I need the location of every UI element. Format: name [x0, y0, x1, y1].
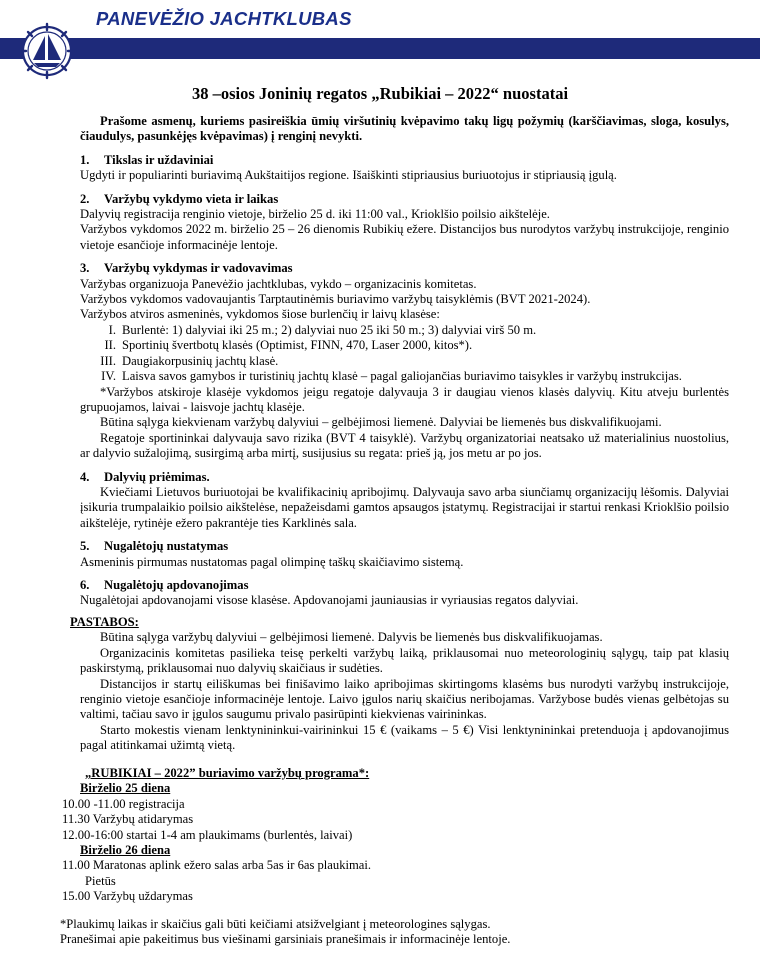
section-heading: Varžybų vykdymas ir vadovavimas [104, 261, 293, 276]
paragraph: Varžybas organizuoja Panevėžio jachtklubas, vykdo – organizacinis komitetas. [80, 276, 477, 291]
section-heading: Nugalėtojų nustatymas [104, 539, 229, 554]
program-title: „RUBIKIAI – 2022” buriavimo varžybų programa*: [85, 766, 370, 780]
section-5 [80, 539, 729, 570]
section-heading: Nugalėtojų apdovanojimas [104, 577, 249, 592]
class-text: Burlentė: 1) dalyviai iki 25 m.; 2) dalyviai nuo 25 iki 50 m.; 3) dalyviai virš 50 m. [122, 322, 537, 337]
section-heading: Tikslas ir uždaviniai [104, 152, 214, 167]
section-2 [80, 192, 729, 254]
day-label: Birželio 25 diena [80, 781, 171, 796]
footnote: *Plaukimų laikas ir skaičius gali būti keičiami atsižvelgiant į meteorologines sąlygas. [60, 917, 491, 931]
document-body [80, 114, 729, 609]
schedule-item: Pietūs [85, 873, 116, 888]
paragraph: Dalyvių registracija renginio vietoje, birželio 25 d. iki 11:00 val., Krioklšio poilsio aikštelėje. [80, 207, 550, 222]
section-heading: Dalyvių priėmimas. [104, 469, 210, 484]
paragraph: Starto mokestis vienam lenktynininkui-vairininkui 15 € (vaikams – 5 €) Visi lenktynininkai pretenduoja į apdovanojimus pagal atitinkamai užimtą vietą. [80, 722, 729, 753]
section-number: 5. [80, 539, 90, 554]
paragraph: Nugalėtojai apdovanojami visose klasėse. Apdovanojami jauniausias ir vyriausias regatos dalyviai. [80, 593, 579, 608]
paragraph: Kviečiami Lietuvos buriuotojai be kvalifikacinių apribojimų. Dalyvauja savo arba siunčiamų organizacijų lėšomis. Dalyviai įsikuria trumpalaikio poilsio aikštelėse, nepažeisdami gamtos apsaugos įstatymų. Registracijai ir startui renkasi Krioklšio poilsio aikštelėje, rytinėje ežero pakrantėje ties Karklinės sala. [80, 484, 729, 530]
paragraph: Varžybos vykdomos 2022 m. birželio 25 – 26 dienomis Rubikių ežere. Distancijos bus nurodytos varžybų instrukcijoje, renginio vietoje esančioje informacinėje lentoje. [80, 222, 729, 252]
class-text: Laisva savos gamybos ir turistinių jachtų klasė – pagal galiojančias buriavimo taisykles ir varžybų instrukcijas. [122, 369, 682, 384]
class-text: Daugiakorpusinių jachtų klasė. [122, 353, 279, 368]
list-item [80, 369, 729, 384]
paragraph: Ugdyti ir populiarinti buriavimą Aukštaitijos regione. Išaiškinti stipriausius buriuotojus ir stipriausią įgulą. [80, 168, 617, 183]
day-label: Birželio 26 diena [80, 843, 171, 858]
schedule-item: 12.00-16:00 startai 1-4 am plaukimams (burlentės, laivai) [62, 827, 353, 842]
section-number: 6. [80, 577, 90, 592]
paragraph: Organizacinis komitetas pasilieka teisę perkelti varžybų laiką, priklausomai nuo meteorologinių sąlygų, taip pat klasių paskirstymą, priklausomai nuo dalyvių skaičiaus ir sudėties. [80, 645, 729, 676]
list-item [80, 323, 729, 338]
section-number: 4. [80, 469, 90, 484]
list-item [80, 354, 729, 369]
section-6 [80, 578, 729, 609]
schedule-item: 10.00 -11.00 registracija [62, 796, 185, 811]
paragraph: Būtina sąlyga kiekvienam varžybų dalyviui – gelbėjimosi liemenė. Dalyviai be liemenės bus diskvalifikuojami. [100, 415, 662, 430]
section-1 [80, 153, 729, 184]
paragraph: Varžybos atviros asmeninės, vykdomos šiose burlenčių ir laivų klasėse: [80, 307, 440, 322]
class-text: Sportinių švertbotų klasės (Optimist, FINN, 470, Laser 2000, kitos*). [122, 338, 473, 353]
class-number: III. [100, 353, 116, 368]
ship-wheel-logo-icon [18, 22, 76, 80]
section-3 [80, 261, 729, 461]
section-number: 1. [80, 152, 90, 167]
intro-notice: Prašome asmenų, kuriems pasireiškia ūmių viršutinių kvėpavimo takų ligų požymių (karščiavimas, sloga, kosulys, čiaudulys, pasunkėjęs kvėpavimas) į renginį nevykti. [80, 114, 729, 144]
section-number: 2. [80, 191, 90, 206]
list-item [80, 338, 729, 353]
header-bar [0, 38, 760, 59]
paragraph: Asmeninis pirmumas nustatomas pagal olimpinę taškų skaičiavimo sistemą. [80, 554, 464, 569]
class-number: IV. [101, 369, 116, 384]
section-number: 3. [80, 261, 90, 276]
page-title: 38 –osios Joninių regatos „Rubikiai – 2022“ nuostatai [191, 84, 569, 103]
paragraph: Būtina sąlyga varžybų dalyviui – gelbėjimosi liemenė. Dalyvis be liemenės bus diskvalifikuojamas. [100, 630, 603, 645]
schedule-item: 11.00 Maratonas aplink ežero salas arba 5as ir 6as plaukimai. [62, 858, 372, 873]
paragraph: Varžybos vykdomos vadovaujantis Tarptautinėmis buriavimo varžybų taisyklėmis (BVT 2021-2024). [80, 292, 591, 307]
paragraph: *Varžybos atskiroje klasėje vykdomos jeigu regatoje dalyvauja 3 ir daugiau vienos klasės dalyvių. Kitu atveju burlentės grupuojamos, laivai - laisvoje jachtų klasėje. [80, 384, 729, 414]
notes-label: PASTABOS: [70, 615, 139, 629]
club-name: PANEVĖŽIO JACHTKLUBAS [96, 8, 352, 29]
footnotes [60, 917, 710, 948]
schedule-item: 11.30 Varžybų atidarymas [62, 812, 194, 827]
class-number: I. [108, 322, 116, 337]
notes-section [70, 615, 729, 754]
paragraph: Regatoje sportininkai dalyvauja savo rizika (BVT 4 taisyklė). Varžybų organizatoriai neatsako už materialinius nuostolius, ar dalyvio sužalojimą, susirgimą arba mirtį, susijusius su regata: prieš ją, jos metu ar po jos. [80, 430, 729, 461]
class-number: II. [104, 338, 116, 353]
program-schedule [60, 766, 660, 905]
section-heading: Varžybų vykdymo vieta ir laikas [104, 191, 279, 206]
class-list [80, 323, 729, 385]
footnote: Pranešimai apie pakeitimus bus viešinami garsiniais pranešimais ir informacinėje lentoje. [60, 932, 511, 947]
paragraph: Distancijos ir startų eiliškumas bei finišavimo laiko apribojimas skirtingoms klasėms bus nurodyti varžybų instrukcijoje, renginio vietoje esančioje informacinėje lentoje. Laivo įgulos narių skaičius neribojamas. Varžybose budės vienas gelbėtojas su valtimi, tačiau savo ir įgulos saugumu privalo pasirūpinti kiekvienas vairininkas. [80, 676, 729, 722]
section-4 [80, 470, 729, 532]
schedule-item: 15.00 Varžybų uždarymas [62, 889, 193, 904]
